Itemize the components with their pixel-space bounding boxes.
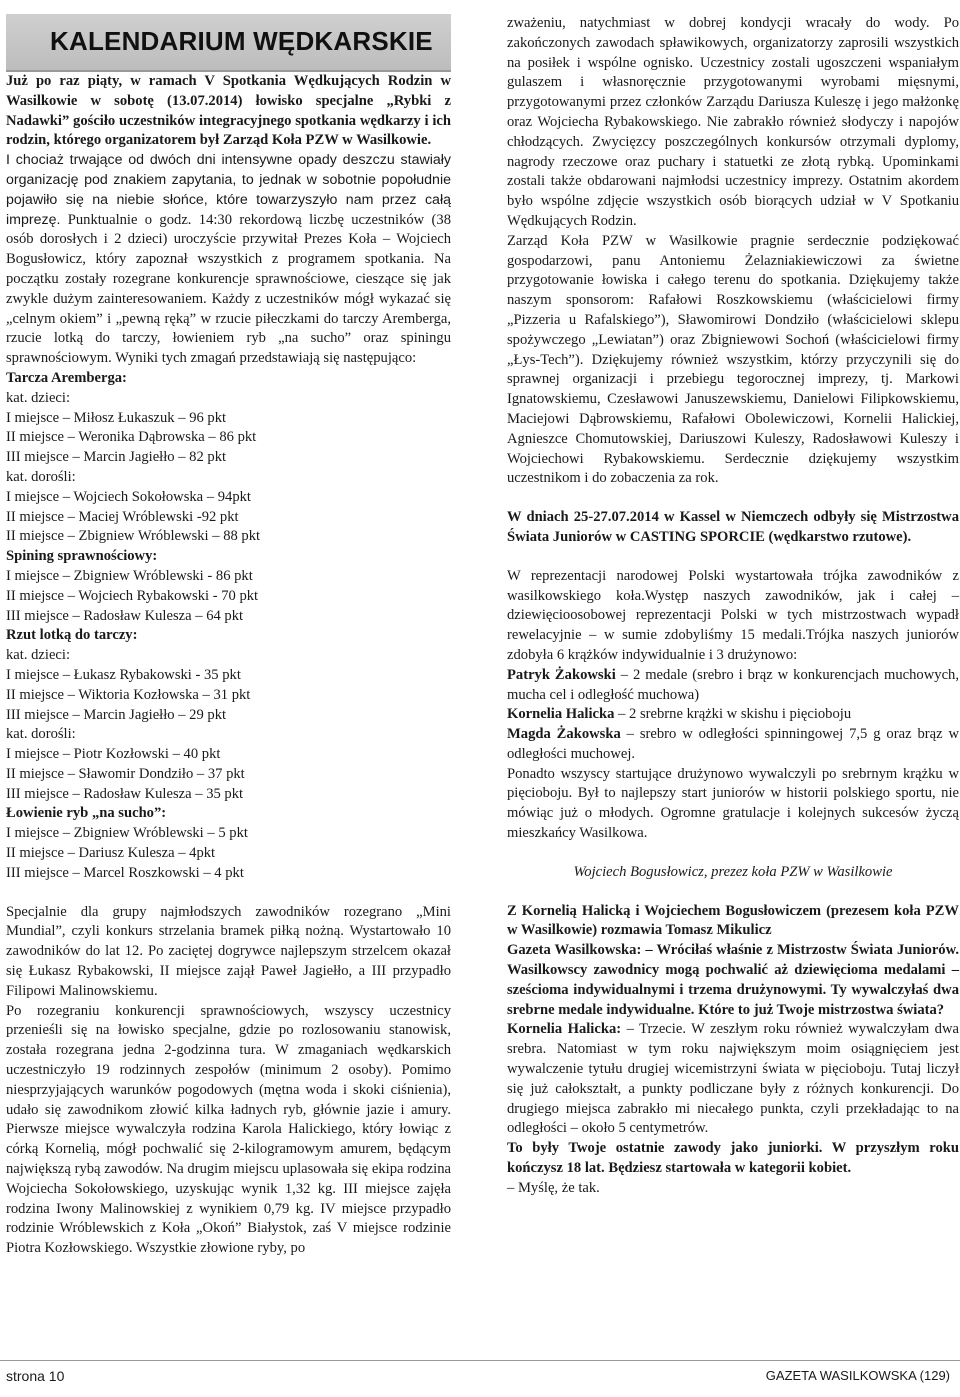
athlete-result: [507, 666, 959, 706]
athletes-list: [507, 666, 959, 765]
mini-mundial-paragraph: Specjalnie dla grupy najmłodszych zawodników rozegrano „Mini Mundial”, czyli konkurs strzelania bramek piłką nożną. Wystartowało 10 zawodników do lat 12. Po zaciętej dogrywce najlepszym strzelcem okazał się Łukasz Rybakowski, II miejsce zajął Paweł Jagiełło, a III przypadło Filipowi Malinowskiemu.: [6, 903, 451, 999]
interview-question-2: To były Twoje ostatnie zawody jako juniorki. W przyszłym roku kończysz 18 lat. Będziesz startowała w kategorii kobiet.: [507, 1140, 959, 1177]
results-line: I miejsce – Łukasz Rybakowski - 35 pkt: [6, 666, 241, 683]
results-line: II miejsce – Sławomir Dondziło – 37 pkt: [6, 765, 245, 782]
results-line: II miejsce – Dariusz Kulesza – 4pkt: [6, 845, 216, 862]
results-line: I miejsce – Piotr Kozłowski – 40 pkt: [6, 746, 221, 763]
right-column: [507, 14, 959, 1199]
page-number: strona 10: [6, 1368, 65, 1384]
results-line: III miejsce – Radosław Kulesza – 64 pkt: [6, 607, 244, 624]
athlete-result: [507, 705, 959, 725]
footer-divider: [0, 1360, 960, 1361]
intro-paragraph: [6, 151, 451, 369]
lead-paragraph: Już po raz piąty, w ramach V Spotkania Wędkujących Rodzin w Wasilkowie w sobotę (13.07.2014) łowisko specjalne „Rybki z Nadawki” gościło uczestników integracyjnego spotkania wędkarzy i ich rodzin, którego organizatorem był Zarząd Koła PZW w Wasilkowie.: [6, 73, 451, 149]
results-line: kat. dorośli:: [6, 726, 76, 743]
spacer: [507, 489, 959, 508]
answer-text: – Trzecie. W zeszłym roku również wywalczyłam dwa srebra. Natomiast w tym roku największym moim osiągnięciem jest wywalczenie tytułu drugiej wicemistrzyni świata w pięcioboju. Tutaj liczył się już całokształt, a punkty podliczane były z różnych konkurencji. Do drugiego miejsca zabrakło mi niecałego punkta, czyli przekładając to na odległości – około 5 centymetrów.: [507, 1021, 959, 1137]
spacer: [507, 548, 959, 567]
results-line: II miejsce – Zbigniew Wróblewski – 88 pkt: [6, 528, 261, 545]
results-heading: Tarcza Aremberga:: [6, 369, 127, 386]
kassel-paragraph-2: Ponadto wszyscy startujące drużynowo wywalczyli po srebrnym krążku w pięcioboju. Był to najlepszy start juniorów w historii polskiego sportu, nie mówiąc już o młodych. Ogromne gratulacje i kolejnych sukcesów życzą mieszkańcy Wasilkowa.: [507, 765, 959, 842]
results-line: II miejsce – Maciej Wróblewski -92 pkt: [6, 508, 239, 525]
spacer: [6, 884, 451, 903]
results-line: III miejsce – Radosław Kulesza – 35 pkt: [6, 785, 244, 802]
intro-sans-text: I chociaż trwające od dwóch dni intensywne opady deszczu stawiały organizację pod znakiem zapytania, to jednak w sobotnie popołudnie pojawiło się na niebie słońce, które towarzyszyło nam przez całą imprezę.: [6, 152, 451, 228]
results-line: II miejsce – Wiktoria Kozłowska – 31 pkt: [6, 686, 251, 703]
results-line: III miejsce – Marcel Roszkowski – 4 pkt: [6, 864, 244, 881]
results-line: I miejsce – Miłosz Łukaszuk – 96 pkt: [6, 409, 227, 426]
athlete-medals: – 2 medale (srebro i brąz w konkurencjach muchowych, mucha cel i odległość muchowa): [507, 666, 959, 703]
athlete-name: Magda Żakowska: [507, 726, 621, 743]
athlete-name: Kornelia Halicka: [507, 706, 615, 723]
results-line: kat. dorośli:: [6, 468, 76, 485]
spacer: [507, 844, 959, 863]
results-line: kat. dzieci:: [6, 647, 71, 664]
left-column: [6, 72, 451, 1259]
results-line: III miejsce – Marcin Jagiełło – 29 pkt: [6, 706, 227, 723]
continuation-paragraph: zważeniu, natychmiast w dobrej kondycji wracały do wody. Po zakończonych zawodach spławikowych, organizatorzy zaprosili wszystkich na posiłek i wspólne ognisko. Uczestnicy zostali ugoszczeni wspaniałym gulaszem i własnoręcznie przygotowanymi wyrobami mięsnymi, przygotowanymi przez członków Zarządu Dariusza Kuleszę i jego małżonkę oraz Wojciecha Rybakowskiego. Nie zabrakło również słodyczy i napojów chłodzących. Zwycięzcy poszczególnych konkursów otrzymali dyplomy, nagrody rzeczowe oraz puchary i statuetki ze złotą rybką. Upominkami zostali także obdarowani najmłodsi uczestnicy imprezy. Ostatnim akordem było wspólne zdjęcie wszystkich osób biorących udział w V Spotkaniu Wędkujących Rodzin.: [507, 15, 959, 229]
interview-headline: Z Kornelią Halicką i Wojciechem Bogusłowiczem (prezesem koła PZW w Wasilkowie) rozmawia Tomasz Mikulicz: [507, 902, 959, 939]
results-heading: Łowienie ryb „na sucho”:: [6, 805, 167, 822]
intro-rest-text: Punktualnie o godz. 14:30 rekordową liczbę uczestników (38 osób dorosłych i 2 dzieci) uroczyście przywitał Prezes Koła – Wojciech Bogusłowicz, który zapoznał wszystkich z programem spotkania. Na początku zostały rozegrane konkurencje sprawnościowe, cieszące się jak zwykle dużym zainteresowaniem. Każdy z uczestników mógł wykazać się „celnym okiem” i „pewną ręką” w rzucie piłeczkami do tarczy Aremberga, rzucie lotką do tarczy, łowieniem ryb „na sucho” oraz spiningu sprawnościowym. Wyniki tych zmagań przedstawiają się następująco:: [6, 211, 451, 367]
interview-answer-1: [507, 1020, 959, 1139]
results-line: II miejsce – Wojciech Rybakowski - 70 pkt: [6, 587, 259, 604]
results-line: I miejsce – Wojciech Sokołowska – 94pkt: [6, 488, 251, 505]
results-line: II miejsce – Weronika Dąbrowska – 86 pkt: [6, 429, 257, 446]
results-heading: Spining sprawnościowy:: [6, 548, 158, 565]
signature: Wojciech Bogusłowicz, prezez koła PZW w Wasilkowie: [573, 863, 893, 880]
thanks-paragraph: Zarząd Koła PZW w Wasilkowie pragnie serdecznie podziękować gospodarzowi, panu Antoniemu Żelazniakiewiczowi za świetne przygotowanie łowiska i całego terenu do spotkania. Dziękujemy także naszym sponsorom: Rafałowi Roszkowskiemu (właścicielowi firmy „Pizzeria u Rafalskiego”), Sławomirowi Dondziło (właścicielowi sklepu spożywczego „Lewiatan”) oraz Zbigniewowi Sochoń (właścicielowi firmy „Łys-Tech”). Dziękujemy również wszystkim, którzy przyczynili się do sprawnej organizacji i przebiegu tegorocznej imprezy, tj. Markowi Ignatowskiemu, Czesławowi Januszewskiemu, Danielowi Filipkowskiemu, Maciejowi Dąbrowskiemu, Rafałowi Obolewiczowi, Kornelii Halickiej, Agnieszce Chomutowskiej, Dariuszowi Kuleszy, Radosławowi Kuleszy i Wojciechowi Rybakowskiemu. Serdecznie dziękujemy wszystkim uczestnikom i do zobaczenia za rok.: [507, 232, 959, 487]
answer-speaker: Kornelia Halicka:: [507, 1021, 622, 1038]
section-title: KALENDARIUM WĘDKARSKIE: [50, 26, 433, 56]
publication-name: GAZETA WASILKOWSKA (129): [765, 1368, 950, 1383]
athlete-name: Patryk Żakowski: [507, 666, 616, 683]
results-list: [6, 369, 451, 884]
athlete-medals: – 2 srebrne krążki w skishu i pięcioboju: [614, 706, 852, 723]
athlete-medals: – srebro w odległości spinningowej 7,5 g oraz brąz w odległości muchowej.: [507, 726, 959, 762]
results-heading: Rzut lotką do tarczy:: [6, 627, 138, 644]
results-line: I miejsce – Zbigniew Wróblewski – 5 pkt: [6, 825, 248, 842]
kassel-paragraph-1: W reprezentacji narodowej Polski wystartowała trójka zawodników z wasilkowskiego koła.Występ naszych zawodników, jak i całej – dziewięcioosobowej reprezentacji Polski w tych mistrzostwach wypadł rewelacyjnie – w sumie zdobyliśmy 15 medali.Trójka naszych juniorów zdobyła 6 krążków indywidualnie i 3 drużynowo:: [507, 567, 959, 663]
interview-question-1: Gazeta Wasilkowska: – Wróciłaś właśnie z Mistrzostw Świata Juniorów. Wasilkowscy zawodnicy mogą pochwalić aż dziewięcioma medalami – sześcioma indywidualnymi i trzema drużynowymi. Ty wywalczyłaś dwa srebrne medale indywidualne. Które to już Twoje mistrzostwa świata?: [507, 942, 959, 1018]
spacer: [507, 883, 959, 902]
results-line: III miejsce – Marcin Jagiełło – 82 pkt: [6, 449, 227, 466]
kassel-headline: W dniach 25-27.07.2014 w Kassel w Niemczech odbyły się Mistrzostwa Świata Juniorów w CASTING SPORCIE (wędkarstwo rzutowe).: [507, 509, 959, 545]
fishing-paragraph: Po rozegraniu konkurencji sprawnościowych, wszyscy uczestnicy przenieśli się na łowisko specjalne, gdzie po rozlosowaniu stanowisk, została rozegrana jedna 2-godzinna tura. W zmaganiach wędkarskich uczestniczyło 19 rodzinnych zespołów (minimum 2 osoby). Pomimo niesprzyjających warunków pogodowych (mętna woda i skoki ciśnienia), udało się zawodnikom złowić kilka ładnych ryb, głównie jazie i amury. Pierwsze miejsce wywalczyła rodzina Karola Halickiego, który łowiąc z córką Kornelią, mógł pochwalić się 2-kilogramowym amurem, będącym największą rybą zawodów. Na drugim miejscu uplasowała się ekipa rodzina Wojciecha Sokołowskiego, uzyskując wynik 1,32 kg. III miejsce zajęła rodzina Iwony Malinowskiej z wynikiem 0,79 kg. IV miejsce przypadło rodzinie Wróblewskich z Koła „Okoń” Białystok, zaś V miejsce rodzinie Piotra Kozłowskiego. Wszystkie złowione ryby, po: [6, 1002, 451, 1257]
interview-answer-2: – Myślę, że tak.: [507, 1179, 600, 1196]
section-banner: [6, 14, 451, 72]
results-line: kat. dzieci:: [6, 389, 71, 406]
results-line: I miejsce – Zbigniew Wróblewski - 86 pkt: [6, 567, 253, 584]
athlete-result: [507, 725, 959, 765]
